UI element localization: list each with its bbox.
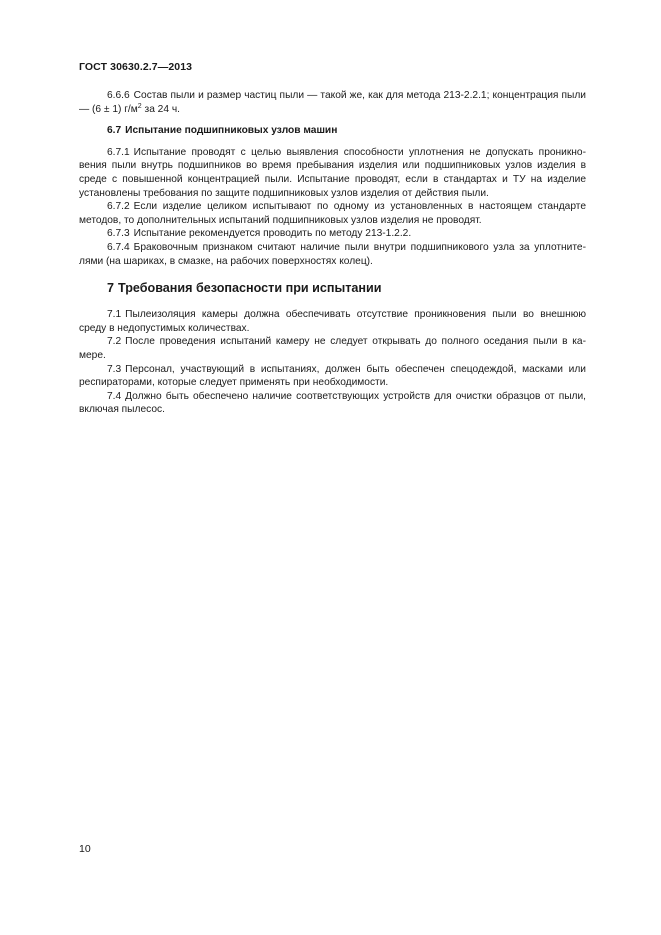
document-body [79, 89, 586, 417]
paragraph-6-7-3 [79, 227, 586, 241]
clause-number: 7.4 [107, 390, 122, 402]
subsection-title: Испытание подшипниковых узлов машин [125, 125, 338, 137]
document-header: ГОСТ 30630.2.7—2013 [79, 61, 193, 73]
paragraph-text: Испытание рекомендуется проводить по методу 213-1.2.2. [133, 228, 412, 240]
paragraph-7-4 [79, 390, 586, 417]
paragraph-text: После проведения испытаний камеру не следует открывать до полного оседания пыли в камере. [79, 336, 586, 361]
clause-number: 7.3 [107, 363, 122, 375]
clause-number: 6.7.3 [107, 228, 130, 240]
paragraph-7-1 [79, 308, 586, 335]
paragraph-text: Если изделие целиком испытывают по одному из установленных в настоящем стандарте методов, то дополнительных испытаний подшипниковых узлов изделия не проводят. [79, 201, 586, 226]
clause-number: 7.1 [107, 309, 122, 321]
clause-number: 7.2 [107, 336, 122, 348]
subsection-heading-6-7 [79, 124, 586, 138]
superscript: 2 [137, 102, 142, 110]
paragraph-text: Браковочным признаком считают наличие пыли внутри подшипникового узла за уплотнителями (на шариках, в смазке, на рабочих поверхностях колец). [79, 241, 586, 267]
paragraph-text: Испытание проводят с целью выявления способности уплотнения не допускать проникновения пыли внутрь подшипников во время пребывания изделия или подшипниковых узлов изделия в среде с повышенной концентрацией пыли. Испытание проводят, если в стандартах и ТУ на изделие установлены требования по защите подшипниковых узлов изделия от действия пыли. [79, 146, 586, 199]
section-title: Требования безопасности при испытании [118, 281, 382, 296]
paragraph-text: Состав пыли и размер частиц пыли — такой же, как для метода 213-2.2.1; концентрация пыли — (6 ± 1) г/м [79, 90, 586, 115]
paragraph-6-7-4 [79, 241, 586, 268]
section-number: 7 [107, 281, 115, 296]
clause-number: 6.6.6 [107, 90, 130, 101]
section-heading-7 [79, 280, 586, 296]
clause-number: 6.7.2 [107, 201, 130, 213]
paragraph-7-2 [79, 335, 586, 362]
subsection-number: 6.7 [107, 125, 122, 137]
paragraph-7-3 [79, 363, 586, 390]
paragraph-text-end: за 24 ч. [141, 103, 180, 115]
paragraph-text: Персонал, участвующий в испытаниях, должен быть обеспечен спецодеждой, масками или респираторами, которые следует применять при необходимости. [79, 363, 586, 389]
paragraph-text: Должно быть обеспечено наличие соответствующих устройств для очистки образцов от пыли, включая пылесос. [79, 390, 586, 416]
clause-number: 6.7.1 [107, 146, 130, 158]
paragraph-6-7-2 [79, 200, 586, 227]
paragraph-text: Пылеизоляция камеры должна обеспечивать отсутствие проникновения пыли во внешнюю среду в недопустимых количествах. [79, 309, 586, 334]
clause-number: 6.7.4 [107, 241, 130, 253]
paragraph-6-7-1 [79, 146, 586, 200]
page-number: 10 [79, 843, 91, 855]
paragraph-6-6-6 [79, 89, 586, 116]
